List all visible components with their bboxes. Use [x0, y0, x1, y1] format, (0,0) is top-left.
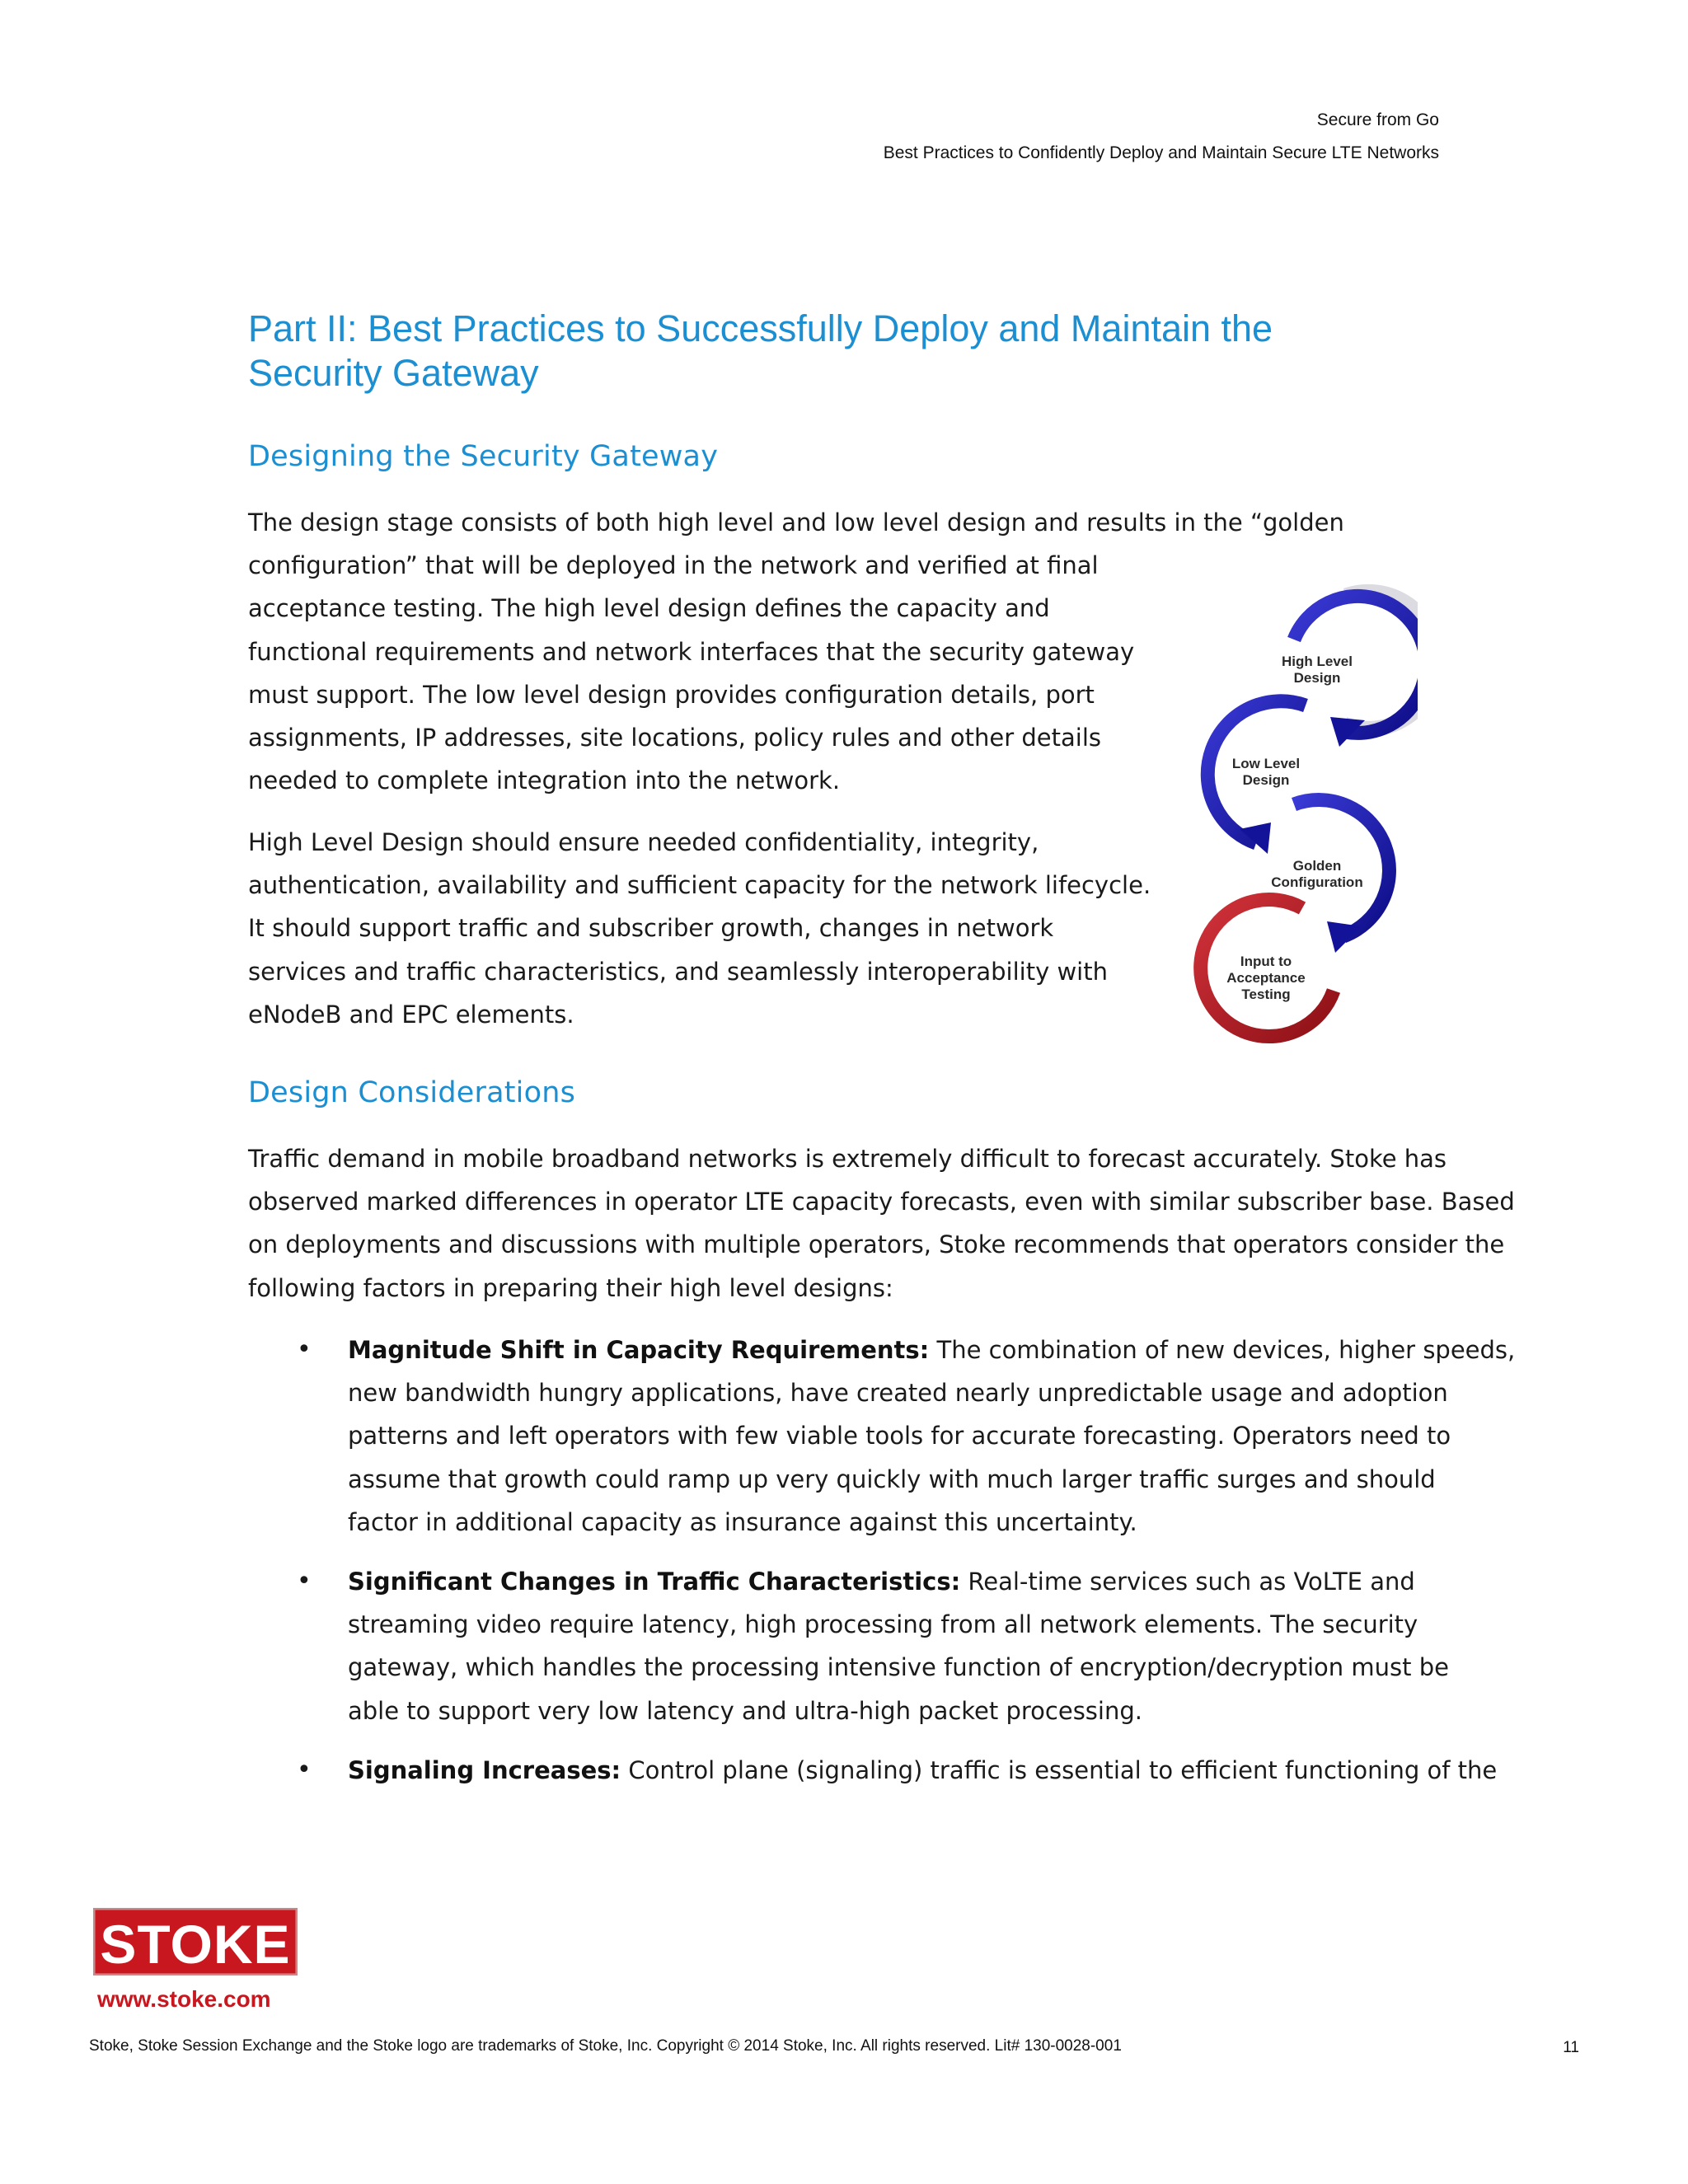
logo-text: STOKE — [100, 1914, 291, 1975]
considerations-list — [248, 1329, 1516, 1792]
text-line: Traffic demand in mobile broadband networks is extremely difficult to forecast accurately. Stoke has — [248, 1145, 1447, 1173]
page-number: 11 — [1563, 2039, 1579, 2056]
footer-legal-text: Stoke, Stoke Session Exchange and the Stoke logo are trademarks of Stoke, Inc. Copyright © 2014 Stoke, Inc. All rights reserved. Lit# 130-0028-001 — [89, 2037, 1122, 2055]
header-document-title: Secure from Go — [1316, 110, 1439, 129]
list-item — [248, 1560, 1451, 1732]
header-document-subtitle: Best Practices to Confidently Deploy and Maintain Secure LTE Networks — [883, 143, 1439, 162]
stage-label-line: Low Level — [1231, 756, 1301, 771]
bullet-title: Signaling Increases: — [348, 1755, 621, 1784]
page-title-line: Part II: Best Practices to Successfully Deploy and Maintain the — [248, 307, 1273, 349]
text-line: assignments, IP addresses, site locations, policy rules and other details — [248, 724, 1101, 752]
text-line: observed marked differences in operator LTE capacity forecasts, even with similar subscriber base. Based — [248, 1188, 1515, 1216]
text-line: acceptance testing. The high level design defines the capacity and — [248, 594, 1050, 623]
list-item — [248, 1749, 1498, 1792]
text-line: on deployments and discussions with multiple operators, Stoke recommends that operators consider the — [248, 1230, 1505, 1259]
list-item — [248, 1329, 1516, 1544]
website-link[interactable]: www.stoke.com — [97, 1986, 271, 2012]
bullet-title: Magnitude Shift in Capacity Requirements: — [348, 1336, 930, 1364]
text-line: streaming video require latency, high processing from all network elements. The security — [348, 1610, 1418, 1639]
section-heading-designing: Designing the Security Gateway — [248, 440, 719, 473]
text-line: needed to complete integration into the network. — [248, 766, 841, 795]
stage-label-line: Testing — [1241, 987, 1291, 1002]
bullet-icon: • — [297, 1335, 312, 1364]
bullet-text: Control plane (signaling) traffic is essential to efficient functioning of the — [621, 1755, 1498, 1784]
stage-label-line: High Level — [1282, 654, 1353, 669]
paragraph-traffic-demand — [248, 1137, 1515, 1310]
text-line: eNodeB and EPC elements. — [248, 1000, 574, 1029]
stage-label-line: Design — [1293, 670, 1341, 686]
text-line — [348, 1329, 1516, 1371]
section-heading-design-considerations: Design Considerations — [248, 1076, 576, 1109]
text-line: services and traffic characteristics, and seamlessly interoperability with — [248, 957, 1108, 986]
text-line: authentication, availability and sufficient capacity for the network lifecycle. — [248, 871, 1151, 900]
stage-label-line: Design — [1242, 772, 1290, 788]
cycle-stage-golden-configuration — [1271, 800, 1389, 953]
bullet-icon: • — [297, 1755, 312, 1784]
bullet-title: Significant Changes in Traffic Characteristics: — [348, 1568, 961, 1596]
text-line: configuration” that will be deployed in the network and verified at final — [248, 551, 1099, 580]
text-line: assume that growth could ramp up very quickly with much larger traffic surges and should — [348, 1465, 1436, 1493]
text-line — [348, 1749, 1498, 1792]
text-line — [348, 1560, 1451, 1603]
cycle-stage-high-level-design — [1282, 592, 1418, 747]
text-line: following factors in preparing their high level designs: — [248, 1273, 893, 1302]
page-title — [248, 307, 1435, 396]
stage-label-line: Acceptance — [1226, 970, 1306, 986]
stage-label-line: Input to — [1240, 954, 1292, 969]
text-line: functional requirements and network interfaces that the security gateway — [248, 637, 1135, 666]
stoke-logo — [92, 1907, 298, 1976]
stage-label-line: Golden — [1292, 858, 1342, 874]
bullet-text: Real-time services such as VoLTE and — [960, 1568, 1415, 1596]
cycle-stage-acceptance-testing — [1201, 900, 1334, 1037]
text-line: factor in additional capacity as insurance against this uncertainty. — [348, 1507, 1137, 1536]
text-line: patterns and left operators with few viable tools for accurate forecasting. Operators need to — [348, 1422, 1451, 1451]
page-title-line: Security Gateway — [248, 352, 539, 394]
text-line: able to support very low latency and ultra-high packet processing. — [348, 1696, 1142, 1725]
text-line: It should support traffic and subscriber growth, changes in network — [248, 914, 1054, 943]
text-line: High Level Design should ensure needed confidentiality, integrity, — [248, 828, 1039, 856]
stage-label-line: Configuration — [1271, 874, 1363, 890]
text-line: new bandwidth hungry applications, have created nearly unpredictable usage and adoption — [348, 1379, 1448, 1408]
cycle-stage-low-level-design — [1207, 701, 1306, 854]
bullet-icon: • — [297, 1567, 312, 1596]
text-line: The design stage consists of both high level and low level design and results in the “golden — [248, 509, 1344, 537]
text-line: must support. The low level design provides configuration details, port — [248, 680, 1095, 709]
paragraph-high-level-design — [248, 821, 1151, 1036]
design-cycle-diagram — [1170, 582, 1418, 1060]
bullet-text: The combination of new devices, higher speeds, — [929, 1336, 1516, 1364]
text-line: gateway, which handles the processing intensive function of encryption/decryption must be — [348, 1653, 1449, 1682]
